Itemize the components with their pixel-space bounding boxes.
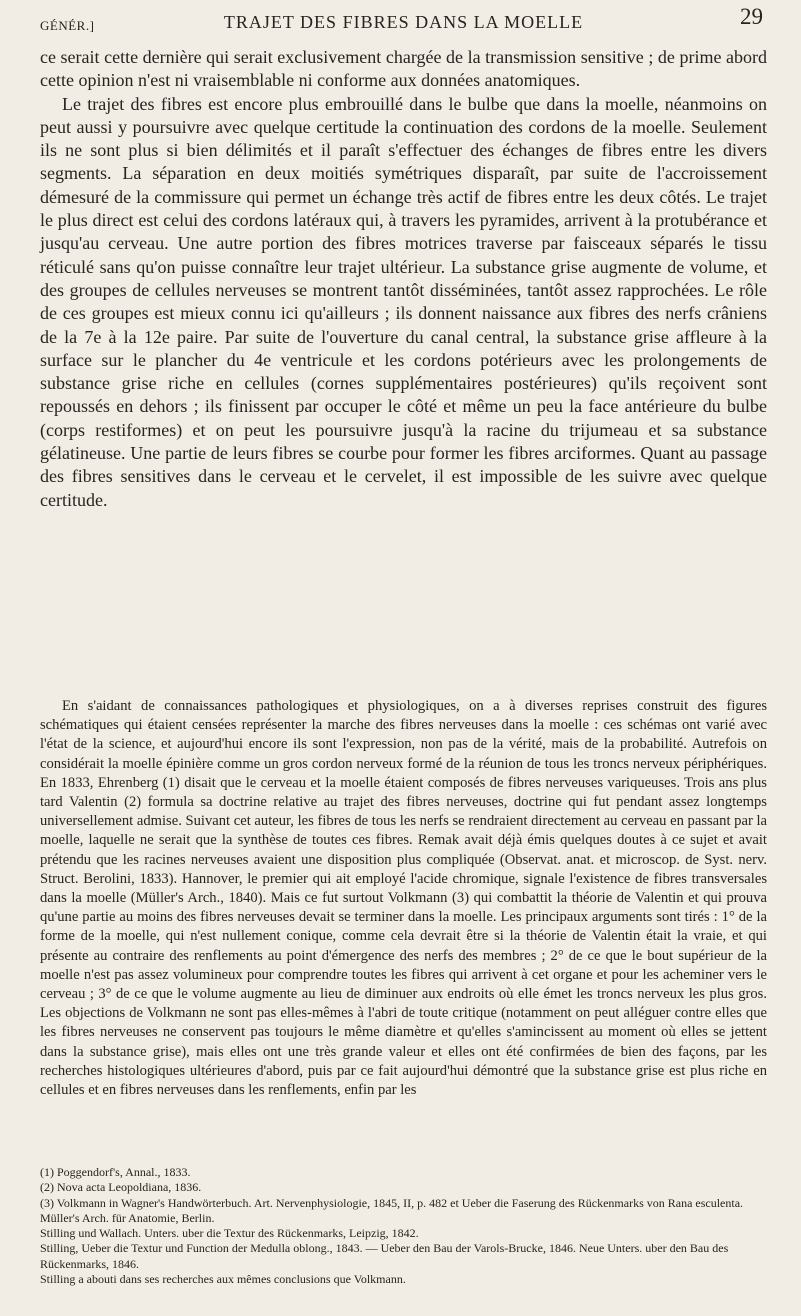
small-print-note (40, 697, 767, 1100)
running-title: TRAJET DES FIBRES DANS LA MOELLE (223, 12, 584, 32)
footnotes (40, 1165, 767, 1287)
footnote-stilling-medulla: Stilling, Ueber die Textur und Function der Medulla oblong., 1843. — Ueber den Bau der Varols-Brucke, 1846. Neue Unters. uber den Bau des Rückenmarks, 1846. (40, 1241, 729, 1271)
footnote-stilling-wallach: Stilling und Wallach. Unters. uber die Textur des Rückenmarks, Leipzig, 1842. (40, 1226, 419, 1241)
paragraph-bulbe: Le trajet des fibres est encore plus embrouillé dans le bulbe que dans la moelle, néanmoins on peut aussi y poursuivre avec quelque certitude la continuation des cordons de la moelle. Seulement ils ne sont plus si bien délimités et il paraît s'effectuer des échanges de fibres entre les divers segments. La séparation en deux moitiés symétriques disparaît, par suite de l'accroissement démesuré de la commissure qui permet un échange très actif de fibres entre les deux côtés. Le trajet le plus direct est celui des cordons latéraux qui, à travers les pyramides, arrivent à la protubérance et jusqu'au cerveau. Une autre portion des fibres motrices traverse par faisceaux séparés le tissu réticulé sans qu'on puisse connaître leur trajet ultérieur. La substance grise augmente de volume, et des groupes de cellules nerveuses se montrent tantôt disséminées, tantôt assez rapprochées. Le rôle de ces groupes est mieux connu ici qu'ailleurs ; ils donnent naissance aux fibres des nerfs crâniens de la 7e à la 12e paire. Par suite de l'ouverture du canal central, la substance grise affleure à la surface sur le plancher du 4e ventricule et les cordons potérieurs avec les prolongements de substance grise riche en cellules (cornes supplémentaires postérieures) qu'ils reçoivent sont repoussés en dehors ; ils finissent par occuper le côté et même un peu la face antérieure du bulbe (corps restiformes) et on peut les poursuivre jusqu'à la racine du trijumeau et sa substance gélatineuse. Une partie de leurs fibres se courbe pour former les fibres arciformes. Quant au passage des fibres sensitives dans le cerveau et le cervelet, il est impossible de les suivre avec quelque certitude. (40, 93, 767, 510)
main-text (40, 46, 767, 512)
footnote-3: (3) Volkmann in Wagner's Handwörterbuch. Art. Nervenphysiologie, 1845, II, p. 482 et Ueber die Faserung des Rückenmarks von Rana esculenta. Müller's Arch. für Anatomie, Berlin. (40, 1195, 744, 1225)
footnote-stilling-conclusion: Stilling a abouti dans ses recherches aux mêmes conclusions que Volkmann. (40, 1272, 406, 1287)
paragraph-continuation: ce serait cette dernière qui serait exclusivement chargée de la transmission sensitive ; de prime abord cette opinion n'est ni vraisemblable ni conforme aux données anatomiques. (40, 47, 767, 91)
section-label: GÉNÉR.] (40, 18, 95, 33)
running-header (40, 4, 767, 34)
note-paragraph: En s'aidant de connaissances pathologiques et physiologiques, on a à diverses reprises construit des figures schématiques qui étaient censées représenter la marche des fibres nerveuses dans la moelle : ces schémas ont varié avec l'état de la science, et aujourd'hui encore ils sont l'expression, non pas de la vérité, mais de la probabilité. Autrefois on considérait la moelle épinière comme un gros cordon nerveux formé de la réunion de tous les troncs nerveux périphériques. En 1833, Ehrenberg (1) disait que le cerveau et la moelle étaient composés de fibres nerveuses variqueuses. Trois ans plus tard Valentin (2) formula sa doctrine relative au trajet des fibres nerveuses, doctrine qui fut pendant assez longtemps universellement admise. Suivant cet auteur, les fibres de tous les nerfs se rendraient directement au cerveau en passant par la moelle, laquelle ne serait que la synthèse de toutes ces fibres. Remak avait déjà émis quelques doutes à ce sujet et avait prétendu que les racines nerveuses avaient une disposition plus compliquée (Observat. anat. et microscop. de Syst. nerv. Struct. Berolini, 1833). Hannover, le premier qui ait employé l'acide chromique, signale l'existence de fibres transversales dans la moelle (Müller's Arch., 1840). Mais ce fut surtout Volkmann (3) qui combattit la théorie de Valentin et qui prouva qu'une partie au moins des fibres nerveuses devait se terminer dans la moelle. Les principaux arguments sont tirés : 1° de la forme de la moelle, qui n'est nullement conique, comme cela devrait être si la théorie de Valentin était la vraie, et qui présente au contraire des renflements au point d'émergence des nerfs des membres ; 2° de ce que le bout supérieur de la moelle n'est pas assez volumineux pour comprendre toutes les fibres qui arrivent à cet organe et pour les acheminer vers le cerveau ; 3° de ce que le volume augmente au lieu de diminuer aux endroits où elle émet les troncs nerveux les plus gros. Les objections de Volkmann ne sont pas elles-mêmes à l'abri de toute critique (notamment on peut alléguer contre elles que les fibres nerveuses ne conservent pas toujours le même diamètre et qu'elles s'amincissent au moment où elles se jettent dans la substance grise), mais elles ont une très grande valeur et elles ont été confirmées de bien des façons, par les recherches histologiques ultérieures d'abord, puis par ce fait aujourd'hui démontré que la substance grise est plus riche en cellules et en fibres nerveuses dans les renflements, enfin par les (40, 698, 767, 1099)
page-number: 29 (740, 4, 763, 29)
footnote-1: (1) Poggendorf's, Annal., 1833. (40, 1165, 191, 1179)
footnote-2: (2) Nova acta Leopoldiana, 1836. (40, 1180, 202, 1195)
